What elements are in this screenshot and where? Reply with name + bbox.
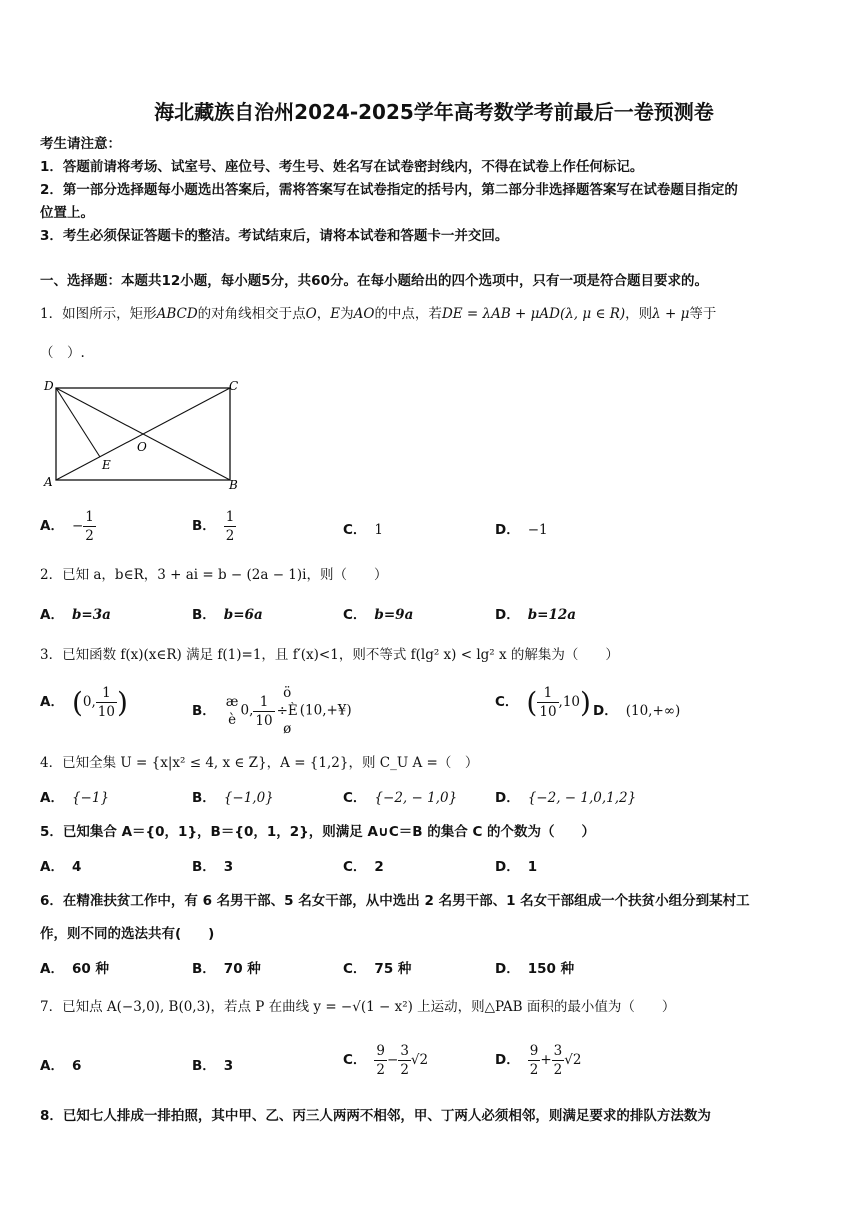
label-e: E xyxy=(102,458,111,472)
q4-option-a[interactable]: A． {−1} xyxy=(40,790,110,806)
question-2: 2．已知 a，b∈R，3 + ai = b − (2a − 1)i，则（ ） xyxy=(40,567,388,583)
q7-option-d[interactable]: D． $\frac{9}{2}$ + $\frac{3}{2}$ √2 xyxy=(495,1043,582,1078)
q7-option-c[interactable]: C． $\frac{9}{2}$ − $\frac{3}{2}$ √2 xyxy=(343,1043,429,1078)
notice-item-3: 3．考生必须保证答题卡的整洁。考试结束后，请将本试卷和答题卡一并交回。 xyxy=(40,228,509,244)
q5-option-a[interactable]: A． 4 xyxy=(40,859,82,875)
q6-option-c[interactable]: C． 75 种 xyxy=(343,961,412,977)
q2-option-b[interactable]: B． b=6a xyxy=(192,607,263,623)
q1-option-b[interactable]: B． $\frac{1}{2}$ xyxy=(192,509,235,544)
q4-option-d[interactable]: D． {−2, − 1,0,1,2} xyxy=(495,790,637,806)
question-6-line-1: 6．在精准扶贫工作中，有 6 名男干部、5 名女干部，从中选出 2 名男干部、1 名女干部组成一个扶贫小组分到某村工 xyxy=(40,893,750,909)
q4-option-b[interactable]: B． {−1,0} xyxy=(192,790,274,806)
q5-option-c[interactable]: C． 2 xyxy=(343,859,384,875)
q1-option-a[interactable]: A． − $\frac{1}{2}$ xyxy=(40,509,94,544)
q7-option-a[interactable]: A． 6 xyxy=(40,1058,82,1074)
q4-option-c[interactable]: C． {−2, − 1,0} xyxy=(343,790,458,806)
question-5: 5．已知集合 A＝{0，1}，B＝{0，1，2}，则满足 A∪C＝B 的集合 C 的个数为（ ） xyxy=(40,824,596,840)
q7-option-b[interactable]: B． 3 xyxy=(192,1058,234,1074)
question-6-line-2: 作，则不同的选法共有( ) xyxy=(40,926,215,942)
question-4: 4．已知全集 U = {x|x² ≤ 4, x ∈ Z}，A = {1,2}，则 C_U A =（ ） xyxy=(40,755,479,771)
q1-formula: DE = λAB + μAD(λ, μ ∈ R) xyxy=(441,306,626,322)
label-o: O xyxy=(137,440,147,454)
q3-option-b[interactable]: B． æ è 0, $\frac{1}{10}$ ö ÷È ø (10,+¥) xyxy=(192,685,352,737)
label-b: B xyxy=(229,478,238,492)
q1-option-d[interactable]: D． −1 xyxy=(495,522,548,538)
page-title: 海北藏族自治州2024-2025学年高考数学考前最后一卷预测卷 xyxy=(154,100,714,124)
question-7: 7．已知点 A(−3,0), B(0,3)，若点 P 在曲线 y = −√(1 − x²) 上运动，则△PAB 面积的最小值为（ ） xyxy=(40,999,676,1015)
notice-item-2-cont: 位置上。 xyxy=(40,205,94,221)
q2-option-a[interactable]: A． b=3a xyxy=(40,607,111,623)
segment-de xyxy=(56,388,100,457)
question-3: 3．已知函数 f(x)(x∈R) 满足 f(1)=1，且 f′(x)<1，则不等式 f(lg² x) < lg² x 的解集为（ ） xyxy=(40,647,619,663)
notice-heading: 考生请注意： xyxy=(40,136,121,152)
q6-option-a[interactable]: A． 60 种 xyxy=(40,961,109,977)
q3-option-d[interactable]: D． (10,+∞) xyxy=(593,703,681,719)
q5-option-b[interactable]: B． 3 xyxy=(192,859,234,875)
q1-option-c[interactable]: C． 1 xyxy=(343,522,384,538)
q1-blank: （ ）. xyxy=(40,345,85,361)
q6-option-d[interactable]: D． 150 种 xyxy=(495,961,575,977)
label-c: C xyxy=(229,379,239,393)
notice-item-2: 2．第一部分选择题每小题选出答案后，需将答案写在试卷指定的括号内，第二部分非选择题答案写在试卷题目指定的 xyxy=(40,182,738,198)
q6-option-b[interactable]: B． 70 种 xyxy=(192,961,261,977)
notice-item-1: 1．答题前请将考场、试室号、座位号、考生号、姓名写在试卷密封线内，不得在试卷上作任何标记。 xyxy=(40,159,644,175)
q5-option-d[interactable]: D． 1 xyxy=(495,859,538,875)
section-heading: 一、选择题：本题共12小题，每小题5分，共60分。在每小题给出的四个选项中，只有一项是符合题目要求的。 xyxy=(40,273,708,289)
q3-option-a[interactable]: A． (0, $\frac{1}{10}$ ) xyxy=(40,685,128,720)
label-d: D xyxy=(44,379,54,393)
q2-option-d[interactable]: D． b=12a xyxy=(495,607,577,623)
label-a: A xyxy=(44,475,53,489)
q2-option-c[interactable]: C． b=9a xyxy=(343,607,414,623)
rectangle-figure xyxy=(40,376,250,494)
question-8: 8．已知七人排成一排拍照，其中甲、乙、丙三人两两不相邻，甲、丁两人必须相邻，则满足要求的排队方法数为 xyxy=(40,1108,711,1124)
q3-option-c[interactable]: C． ( $\frac{1}{10}$ ,10) xyxy=(495,685,591,720)
question-1: 1．如图所示，矩形ABCD的对角线相交于点O，E为AO的中点，若DE = λAB + μAD(λ, μ ∈ R)，则λ + μ等于 xyxy=(40,306,717,322)
